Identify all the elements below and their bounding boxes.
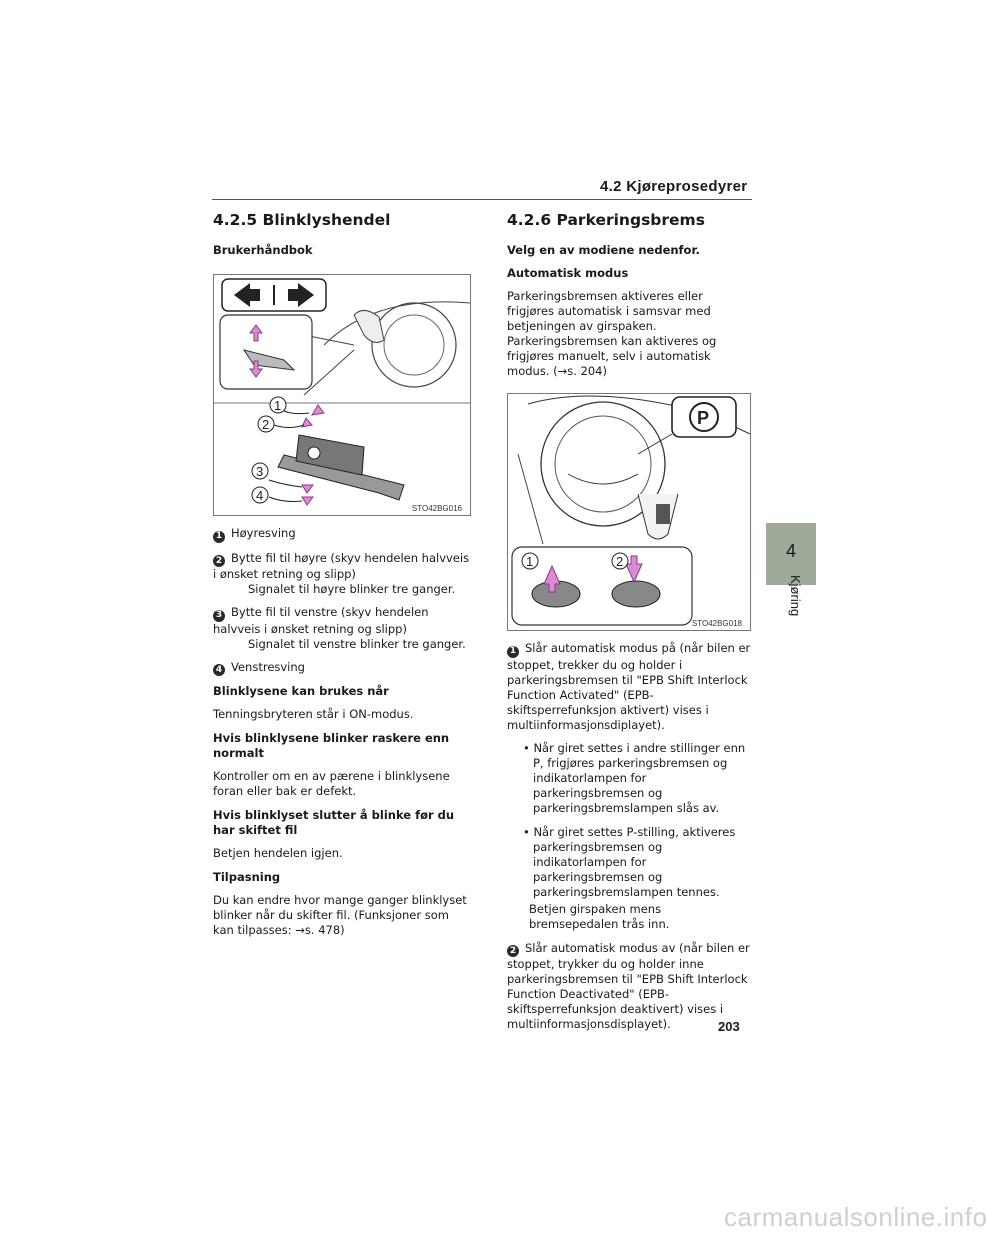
list-item-4: 4 Venstresving <box>213 660 471 677</box>
mode-body: Parkeringsbremsen aktiveres eller frigjøres automatisk i samsvar med betjeningen av girspaken. Parkeringsbremsen kan aktiveres og frigjøres manuelt, selv i automatisk modus. (→s. 204) <box>507 289 717 378</box>
chapter-label: Kjøring <box>788 575 803 617</box>
note-text: Betjen girspaken mens bremsepedalen trås inn. <box>529 901 670 931</box>
intro-text: Velg en av modiene nedenfor. <box>507 243 700 257</box>
header-rule <box>212 199 752 200</box>
p-symbol: P <box>697 408 710 428</box>
left-column <box>213 205 471 947</box>
section-title: Hvis blinklysene blinker raskere enn normalt <box>213 731 450 760</box>
list-item-3: 3 Bytte fil til venstre (skyv hendelen halvveis i ønsket retning og slipp) Signalet til venstre blinker tre ganger. <box>213 605 471 652</box>
section-title: Tilpasning <box>213 870 281 884</box>
section-body: Betjen hendelen igjen. <box>213 846 343 860</box>
callout-4: 4 <box>256 488 264 503</box>
list-item-2: 2 Slår automatisk modus av (når bilen er stoppet, trykker du og holder inne parkeringsbremsen til "EPB Shift Interlock Function Deactivated" (EPB-skiftsperrefunksjon deaktivert) vises i multiinformasjonsdisplayet). <box>507 940 750 1031</box>
parking-brake-heading: 4.2.6 Parkeringsbrems <box>507 211 705 229</box>
right-column <box>507 205 753 1040</box>
list-item-2: 2 Bytte fil til høyre (skyv hendelen halvveis i ønsket retning og slipp) Signalet til høyre blinker tre ganger. <box>213 550 470 596</box>
list-item-2-note: Signalet til høyre blinker tre ganger. <box>248 582 456 596</box>
section-title: Blinklysene kan brukes når <box>213 684 389 698</box>
lever-inset <box>220 315 312 389</box>
section-body: Tenningsbryteren står i ON-modus. <box>213 707 414 721</box>
callout-1: 1 <box>274 398 282 413</box>
bullet-item: • Når giret settes i andre stillinger enn P, frigjøres parkeringsbremsen og indikatorlampen for parkeringsbremsen og parkeringsbremslampen slås av. <box>523 740 746 815</box>
figure-code: STO42BG018 <box>691 619 742 628</box>
section-body: Kontroller om en av pærene i blinklysene foran eller bak er defekt. <box>213 769 450 798</box>
turn-signal-illustration <box>214 275 470 515</box>
parking-brake-illustration <box>508 394 750 630</box>
mode-title: Automatisk modus <box>507 266 629 280</box>
list-item-3-note: Signalet til venstre blinker tre ganger. <box>248 636 466 651</box>
turn-signal-figure <box>213 274 471 516</box>
section-title: Hvis blinklyset slutter å blinke før du har skiftet fil <box>213 808 455 837</box>
list-item-1: 1 Høyresving <box>213 526 471 543</box>
page-number: 203 <box>718 1019 740 1034</box>
section-body: Du kan endre hvor mange ganger blinklyset blinker når du skifter fil. (Funksjoner som kan tilpasses: →s. 478) <box>213 893 467 937</box>
manual-subheading: Brukerhåndbok <box>213 243 313 257</box>
callout-2: 2 <box>262 417 270 432</box>
figure-code: STO42BG016 <box>411 504 462 513</box>
list-item-1: 1 Slår automatisk modus på (når bilen er stoppet, trekker du og holder i parkeringsbremsen til "EPB Shift Interlock Function Activated" (EPB-skiftsperrefunksjon aktivert) vises i multiinformasjonsdiplayet). <box>507 641 751 732</box>
bullet-item: • Når giret settes P-stilling, aktiveres parkeringsbremsen og indikatorlampen for parkeringsbremsen og parkeringsbremslampen tennes. <box>523 824 736 899</box>
section-header: 4.2 Kjøreprosedyrer <box>600 178 748 195</box>
callout-2: 2 <box>616 554 624 569</box>
turn-signal-heading: 4.2.5 Blinklyshendel <box>213 211 391 229</box>
callout-3: 3 <box>256 464 264 479</box>
parking-brake-figure <box>507 393 751 631</box>
footer-watermark: carmanualsonline.info <box>724 1202 987 1232</box>
callout-1: 1 <box>526 554 534 569</box>
chapter-number: 4 <box>785 541 796 561</box>
